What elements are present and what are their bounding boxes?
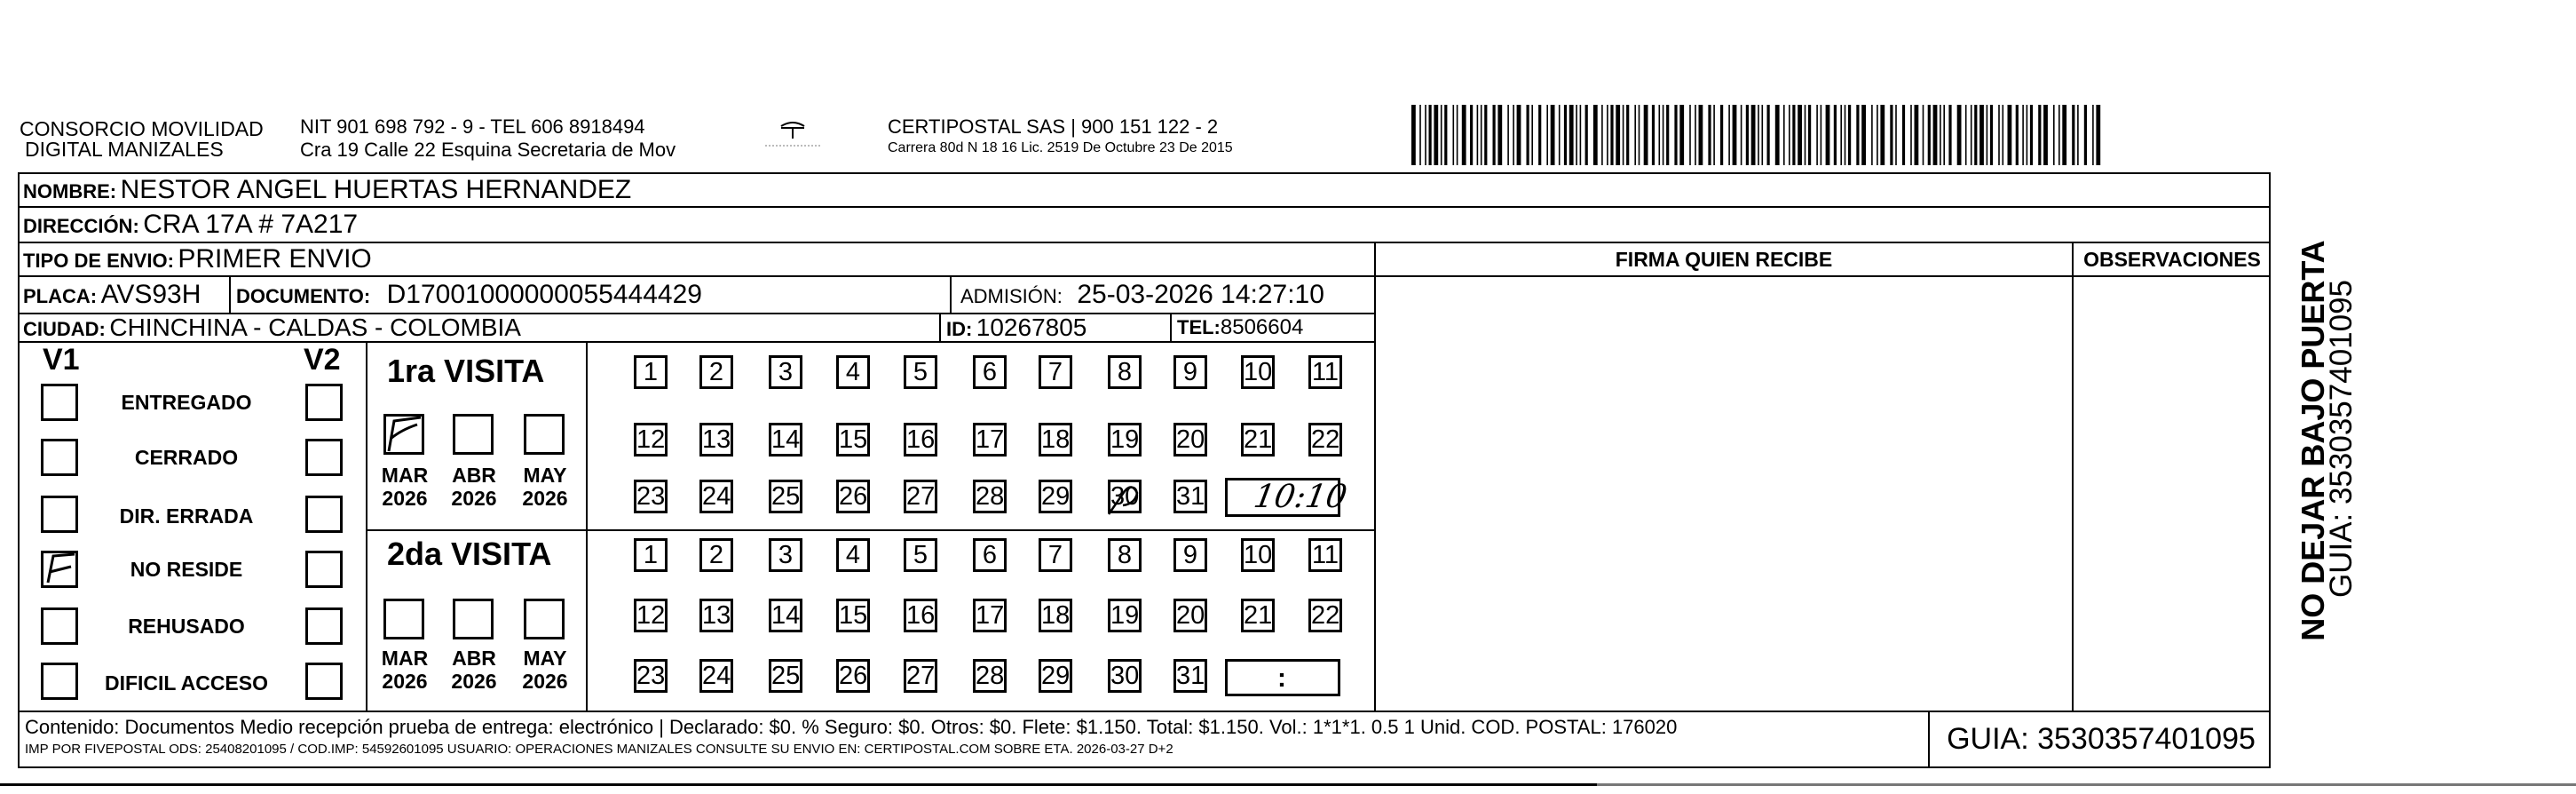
day-number: 28 [976,482,1005,511]
company-line-2: DIGITAL MANIZALES [25,138,224,161]
visit-1-day-14[interactable] [769,423,802,457]
carrier-details [888,115,1233,158]
tel-value: 8506604 [1220,315,1304,339]
visit-1-day-15[interactable] [836,423,870,457]
day-number: 21 [1244,601,1273,630]
day-number: 9 [1182,541,1198,569]
visit-2-day-5[interactable] [904,538,937,572]
day-number: 3 [778,541,794,569]
status-label-6: DIFICIL ACCESO [104,671,268,695]
visit-2-month-label-mar [378,647,431,693]
visit-2-day-10[interactable] [1241,538,1275,572]
address-line: Cra 19 Calle 22 Esquina Secretaria de Mov [300,139,676,161]
visit-2-day-28[interactable] [973,659,1007,693]
visit-1-day-23[interactable] [634,480,668,513]
visit-1-month-box-abr[interactable] [453,414,494,455]
visit-2-day-20[interactable] [1173,599,1207,632]
nit-line: NIT 901 698 792 - 9 - TEL 606 8918494 [300,115,645,138]
nombre-row [23,174,631,210]
day-number: 16 [906,425,936,454]
visit-1-day-20[interactable] [1173,423,1207,457]
day-number: 1 [643,541,659,569]
day-number: 8 [1117,541,1133,569]
day-number: 10 [1244,358,1273,386]
day-number: 20 [1176,601,1205,630]
ciudad-label: CIUDAD: [23,318,106,340]
day-number: 23 [636,662,666,690]
carrier-line-2: Carrera 80d N 18 16 Lic. 2519 De Octubre 23 De 2015 [888,140,1233,155]
visit-1-day-28[interactable] [973,480,1007,513]
visit-1-day-30[interactable] [1108,480,1142,513]
company-name [20,119,264,160]
status-v2-box-2[interactable] [305,439,343,476]
day-number: 30 [1110,482,1140,511]
visit-1-day-8[interactable] [1108,355,1142,389]
status-v1-box-5[interactable] [41,607,78,645]
visit-2-day-12[interactable] [634,599,668,632]
day-number: 25 [771,482,801,511]
visit-1-month-label-mar [378,464,431,510]
day-number: 1 [643,358,659,386]
visit-1-day-10[interactable] [1241,355,1275,389]
visit-2-day-22[interactable] [1308,599,1342,632]
visit-2-month-label-may [518,647,572,693]
day-number: 30 [1110,662,1140,690]
visit-2-day-7[interactable] [1039,538,1072,572]
visit-1-day-24[interactable] [699,480,733,513]
visit-1-day-18[interactable] [1039,423,1072,457]
visit-1-day-27[interactable] [904,480,937,513]
check-mark-icon [383,414,424,455]
day-number: 13 [702,425,731,454]
nombre-label: NOMBRE: [23,180,117,202]
day-number: 14 [771,425,801,454]
direccion-row [23,208,358,246]
admision-field [960,277,1324,317]
day-number: 23 [636,482,666,511]
day-number: 19 [1110,425,1140,454]
visit-2-day-6[interactable] [973,538,1007,572]
visit-2-time-box[interactable] [1225,659,1340,696]
day-number: 29 [1041,482,1071,511]
day-number: 8 [1117,358,1133,386]
day-number: 9 [1182,358,1198,386]
visit-1-time: 10:10 [1251,479,1350,515]
v2-header: V2 [304,343,341,377]
month-year: 2026 [451,487,497,510]
month-year: 2026 [382,670,428,693]
visit-1-title: 1ra VISITA [387,353,545,389]
day-number: 19 [1110,601,1140,630]
visit-1-day-13[interactable] [699,423,733,457]
footer-guia: GUIA: 3530357401095 [1947,722,2256,756]
visit-1-day-2[interactable] [699,355,733,389]
visit-2-day-18[interactable] [1039,599,1072,632]
day-number: 18 [1041,425,1071,454]
day-number: 18 [1041,601,1071,630]
visit-2-day-2[interactable] [699,538,733,572]
visit-1-day-26[interactable] [836,480,870,513]
visit-1-day-9[interactable] [1173,355,1207,389]
visit-2-day-23[interactable] [634,659,668,693]
visit-1-day-12[interactable] [634,423,668,457]
visit-2-day-30[interactable] [1108,659,1142,693]
status-label-1: ENTREGADO [121,391,252,414]
tipo-envio-value: PRIMER ENVIO [178,244,372,274]
day-number: 25 [771,662,801,690]
visit-1-day-11[interactable] [1308,355,1342,389]
footer-line-2: IMP POR FIVEPOSTAL ODS: 25408201095 / COD.IMP: 54592601095 USUARIO: OPERACIONES MANIZALES CONSULTE SU ENVIO EN: CERTIPOSTAL.COM SOBRE ETA. 2026-03-27 D+2 [25,742,1173,757]
visit-1-month-box-mar[interactable] [383,414,424,455]
id-value: 10267805 [976,314,1087,341]
status-v2-box-3[interactable] [305,496,343,533]
side-guia-text: GUIA: 3530357401095 [2324,279,2359,599]
day-number: 7 [1047,541,1063,569]
observaciones-header: OBSERVACIONES [2083,248,2261,271]
tipo-envio-label: TIPO DE ENVIO: [23,250,174,272]
status-v1-box-1[interactable] [41,384,78,421]
visit-2-month-label-abr [447,647,501,693]
visit-2-day-17[interactable] [973,599,1007,632]
side-text [2281,201,2370,680]
visit-1-month-label-abr [447,464,501,510]
status-label-2: CERRADO [134,446,239,469]
status-v1-box-4[interactable] [41,551,78,588]
tel-field [1177,314,1303,344]
visit-2-day-1[interactable] [634,538,668,572]
day-number: 10 [1244,541,1273,569]
visit-2-day-29[interactable] [1039,659,1072,693]
visit-2-day-25[interactable] [769,659,802,693]
month-year: 2026 [451,670,497,693]
documento-field [236,277,702,317]
direccion-label: DIRECCIÓN: [23,215,139,237]
status-v2-box-5[interactable] [305,607,343,645]
id-label: ID: [946,318,973,340]
day-number: 16 [906,601,936,630]
status-v1-box-3[interactable] [41,496,78,533]
visit-2-day-27[interactable] [904,659,937,693]
day-number: 22 [1311,601,1340,630]
day-number: 17 [976,425,1005,454]
day-number: 22 [1311,425,1340,454]
status-label-3: DIR. ERRADA [119,504,254,528]
visit-1-day-25[interactable] [769,480,802,513]
status-v1-box-6[interactable] [41,663,78,700]
visit-2-time: : [1277,663,1286,693]
visit-1-time-box[interactable] [1225,478,1350,517]
visit-2-day-16[interactable] [904,599,937,632]
day-number: 4 [845,358,861,386]
day-number: 7 [1047,358,1063,386]
day-number: 28 [976,662,1005,690]
status-v2-box-1[interactable] [305,384,343,421]
visit-2-day-11[interactable] [1308,538,1342,572]
visit-2-day-9[interactable] [1173,538,1207,572]
carrier-logo-icon [762,121,824,156]
day-number: 24 [702,482,731,511]
day-number: 6 [982,358,998,386]
status-label-4: NO RESIDE [130,558,243,581]
documento-label: DOCUMENTO: [236,285,371,307]
visit-2-day-8[interactable] [1108,538,1142,572]
day-number: 14 [771,601,801,630]
visit-1-month-label-may [518,464,572,510]
day-number: 27 [906,662,936,690]
day-number: 24 [702,662,731,690]
visit-1-day-5[interactable] [904,355,937,389]
visit-1-day-3[interactable] [769,355,802,389]
carrier-line-1: CERTIPOSTAL SAS | 900 151 122 - 2 [888,115,1219,138]
day-number: 4 [845,541,861,569]
bottom-edge [0,783,2576,786]
day-number: 5 [913,541,928,569]
tipo-envio-row [23,243,372,280]
company-line-1: CONSORCIO MOVILIDAD [20,117,264,140]
direccion-value: CRA 17A # 7A217 [143,210,359,239]
visit-2-day-21[interactable] [1241,599,1275,632]
visit-2-day-4[interactable] [836,538,870,572]
footer-content [25,714,1921,758]
visit-1-day-4[interactable] [836,355,870,389]
day-number: 29 [1041,662,1071,690]
visit-2-month-box-abr[interactable] [453,599,494,639]
day-number: 6 [982,541,998,569]
visit-2-day-31[interactable] [1173,659,1207,693]
visit-2-day-14[interactable] [769,599,802,632]
visit-2-day-13[interactable] [699,599,733,632]
day-number: 12 [636,425,666,454]
status-v1-box-2[interactable] [41,439,78,476]
id-field [946,314,1087,345]
placa-value: AVS93H [100,280,201,309]
footer-line-1: Contenido: Documentos Medio recepción prueba de entrega: electrónico | Declarado: $0. % Seguro: $0. Otros: $0. Flete: $1.150. Total: $1.150. Vol.: 1*1*1. 0.5 1 Unid. COD. POSTAL: 176020 [25,716,1678,738]
day-number: 26 [839,662,868,690]
month-name: MAR [381,464,429,487]
admision-label: ADMISIÓN: [960,285,1063,307]
day-number: 31 [1176,662,1205,690]
visit-2-day-26[interactable] [836,659,870,693]
documento-value: D17001000000055444429 [386,280,702,309]
admision-value: 25-03-2026 14:27:10 [1077,280,1324,309]
day-number: 13 [702,601,731,630]
firma-header: FIRMA QUIEN RECIBE [1615,248,1833,271]
month-name: MAY [523,464,567,487]
day-number: 15 [839,425,868,454]
visit-1-day-19[interactable] [1108,423,1142,457]
visit-2-day-3[interactable] [769,538,802,572]
month-name: ABR [452,464,496,487]
visit-1-day-16[interactable] [904,423,937,457]
month-year: 2026 [522,487,568,510]
placa-field [23,277,201,317]
month-year: 2026 [522,670,568,693]
barcode [1410,105,2102,171]
v1-header: V1 [43,343,80,377]
day-number: 3 [778,358,794,386]
visit-1-day-6[interactable] [973,355,1007,389]
visit-1-day-29[interactable] [1039,480,1072,513]
nombre-value: NESTOR ANGEL HUERTAS HERNANDEZ [120,175,632,204]
tel-label: TEL: [1177,316,1221,338]
day-number: 15 [839,601,868,630]
visit-2-month-box-mar[interactable] [383,599,424,639]
visit-1-day-31[interactable] [1173,480,1207,513]
day-number: 17 [976,601,1005,630]
company-details [300,115,676,162]
visit-1-day-21[interactable] [1241,423,1275,457]
day-number: 2 [708,358,724,386]
month-name: ABR [452,647,496,670]
visit-2-day-24[interactable] [699,659,733,693]
placa-label: PLACA: [23,285,98,307]
day-number: 12 [636,601,666,630]
status-v2-box-6[interactable] [305,663,343,700]
day-number: 2 [708,541,724,569]
side-main-text: NO DEJAR BAJO PUERTA [2295,240,2331,641]
day-number: 11 [1311,541,1339,569]
check-mark-icon [41,551,78,588]
ciudad-field [23,314,521,345]
day-number: 20 [1176,425,1205,454]
day-mark-icon [1105,479,1144,518]
visit-1-day-17[interactable] [973,423,1007,457]
visit-2-month-box-may[interactable] [524,599,565,639]
day-number: 11 [1311,358,1339,386]
status-v2-box-4[interactable] [305,551,343,588]
day-number: 27 [906,482,936,511]
month-name: MAR [381,647,429,670]
month-year: 2026 [382,487,428,510]
month-name: MAY [523,647,567,670]
visit-2-title: 2da VISITA [387,536,552,572]
day-number: 5 [913,358,928,386]
visit-1-day-1[interactable] [634,355,668,389]
day-number: 21 [1244,425,1273,454]
visit-1-month-box-may[interactable] [524,414,565,455]
visit-2-day-19[interactable] [1108,599,1142,632]
ciudad-value: CHINCHINA - CALDAS - COLOMBIA [109,314,521,341]
day-number: 31 [1176,482,1205,511]
visit-1-day-22[interactable] [1308,423,1342,457]
visit-1-day-7[interactable] [1039,355,1072,389]
status-label-5: REHUSADO [128,615,245,638]
visit-2-day-15[interactable] [836,599,870,632]
day-number: 26 [839,482,868,511]
